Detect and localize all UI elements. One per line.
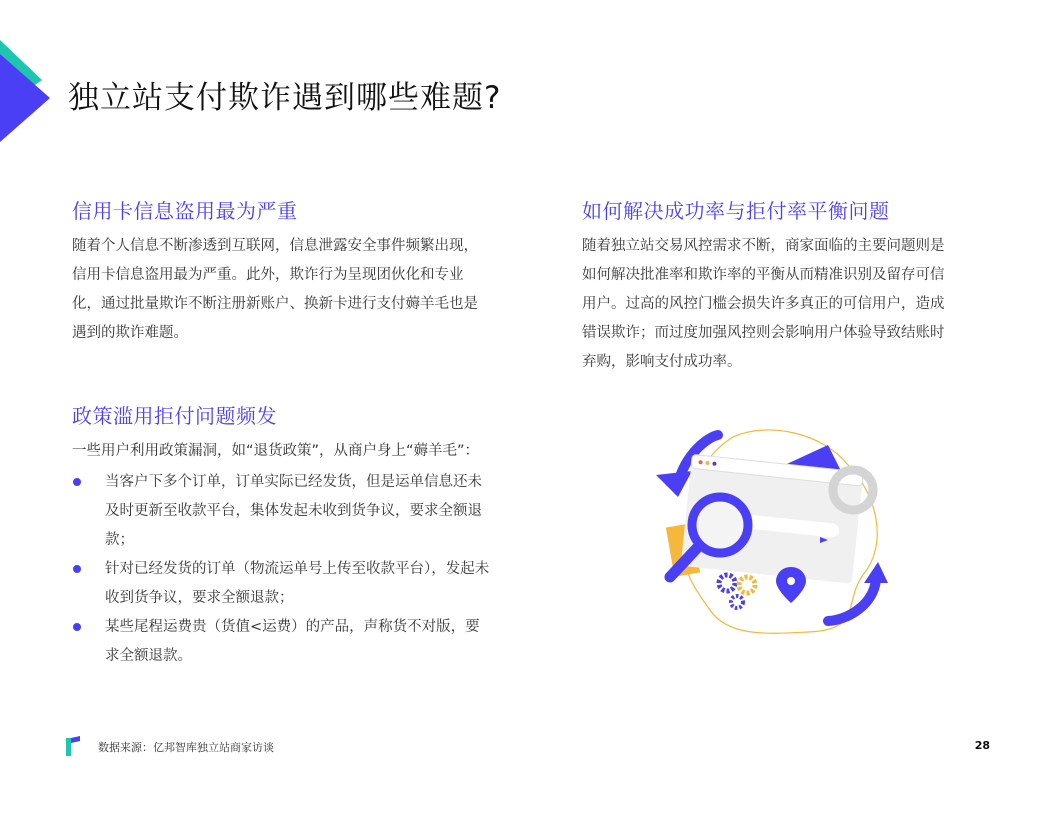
brand-logo-icon <box>66 736 80 756</box>
bullet-dot <box>73 478 81 486</box>
data-source-note: 数据来源：亿邦智库独立站商家访谈 <box>98 741 274 754</box>
section-approval-balance <box>582 195 954 377</box>
bullet-list <box>72 468 492 671</box>
list-item-text: 当客户下多个订单，订单实际已经发货，但是运单信息还未及时更新至收款平台，集体发起未收到货争议，要求全额退款； <box>105 474 482 548</box>
list-item-text: 某些尾程运费贵（货值<运费）的产品，声称货不对版，要求全额退款。 <box>105 619 480 664</box>
map-pin-icon <box>776 567 806 603</box>
section-heading: 政策滥用拒付问题频发 <box>72 404 277 428</box>
section-body: 一些用户利用政策漏洞，如“退货政策”，从商户身上“薅羊毛”： <box>72 443 480 459</box>
section-credit-card-theft <box>72 195 492 348</box>
bullet-dot <box>73 623 81 631</box>
list-item-text: 针对已经发货的订单（物流运单号上传至收款平台），发起未收到货争议，要求全额退款； <box>105 561 490 606</box>
section-heading: 如何解决成功率与拒付率平衡问题 <box>582 199 890 223</box>
fraud-search-illustration <box>648 425 898 640</box>
page-title: 独立站支付欺诈遇到哪些难题? <box>68 80 502 116</box>
gear-icon <box>719 575 755 608</box>
section-heading: 信用卡信息盗用最为严重 <box>72 199 298 223</box>
list-item <box>72 555 492 613</box>
bullet-dot <box>73 565 81 573</box>
section-body: 随着个人信息不断渗透到互联网，信息泄露安全事件频繁出现，信用卡信息盗用最为严重。此外，欺诈行为呈现团伙化和专业化，通过批量欺诈不断注册新账户、换新卡进行支付薅羊毛也是遇到的欺诈难题。 <box>72 238 478 341</box>
page-number: 28 <box>974 739 990 752</box>
list-item <box>72 468 492 555</box>
corner-triangle-decoration <box>0 40 52 146</box>
list-item <box>72 613 492 671</box>
section-policy-abuse <box>72 400 492 671</box>
section-body: 随着独立站交易风控需求不断，商家面临的主要问题则是如何解决批准率和欺诈率的平衡从而精准识别及留存可信用户。过高的风控门槛会损失许多真正的可信用户，造成错误欺诈；而过度加强风控则会影响用户体验导致结账时弃购，影响支付成功率。 <box>582 238 945 370</box>
